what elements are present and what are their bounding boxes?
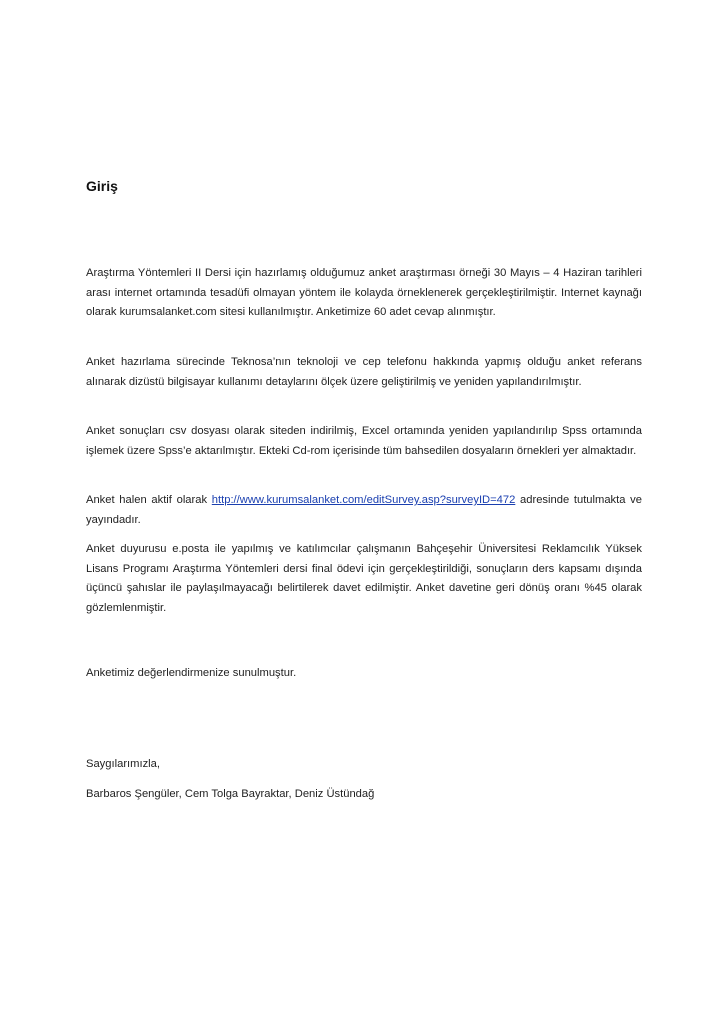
section-heading: Giriş <box>86 178 118 194</box>
paragraph-announcement: Anket duyurusu e.posta ile yapılmış ve katılımcılar çalışmanın Bahçeşehir Üniversitesi Reklamcılık Yüksek Lisans Programı Araştırma Yöntemleri dersi final ödevi için gerçekleştirildiği, sonuçların ders kapsamı dışında üçüncü şahıslar ile paylaşılmayacağı belirtilerek davet edilmiştir. Anket davetine geri dönüş oranı %45 olarak gözlemlenmiştir. <box>86 543 642 614</box>
survey-link[interactable]: http://www.kurumsalanket.com/editSurvey.asp?surveyID=472 <box>211 494 516 506</box>
paragraph-active-survey-text-before: Anket halen aktif olarak <box>86 494 212 506</box>
paragraph-active-survey-text-after: adresinde tutulmakta ve yayındadır. <box>86 494 642 526</box>
closing-line: Anketimiz değerlendirmenize sunulmuştur. <box>86 667 297 679</box>
paragraph-intro: Araştırma Yöntemleri II Dersi için hazırlamış olduğumuz anket araştırması örneği 30 Mayıs – 4 Haziran tarihleri arası internet ortamında tesadüfi olmayan yöntem ile kolayda örneklenerek gerçekleştirilmiştir. Internet kaynağı olarak kurumsalanket.com sitesi kullanılmıştır. Anketimize 60 adet cevap alınmıştır. <box>86 267 642 318</box>
paragraph-results: Anket sonuçları csv dosyası olarak siteden indirilmiş, Excel ortamında yeniden yapılandırılıp Spss ortamında işlemek üzere Spss’e aktarılmıştır. Ekteki Cd-rom içerisinde tüm bahsedilen dosyaların örnekleri yer almaktadır. <box>86 425 642 457</box>
paragraph-preparation: Anket hazırlama sürecinde Teknosa’nın teknoloji ve cep telefonu hakkında yapmış olduğu anket referans alınarak dizüstü bilgisayar kullanımı detaylarını ölçek üzere geliştirilmiş ve yeniden yapılandırılmıştır. <box>86 356 642 388</box>
regards-line: Saygılarımızla, <box>86 758 160 770</box>
paragraph-active-survey <box>86 491 642 530</box>
authors-line: Barbaros Şengüler, Cem Tolga Bayraktar, Deniz Üstündağ <box>86 788 375 800</box>
